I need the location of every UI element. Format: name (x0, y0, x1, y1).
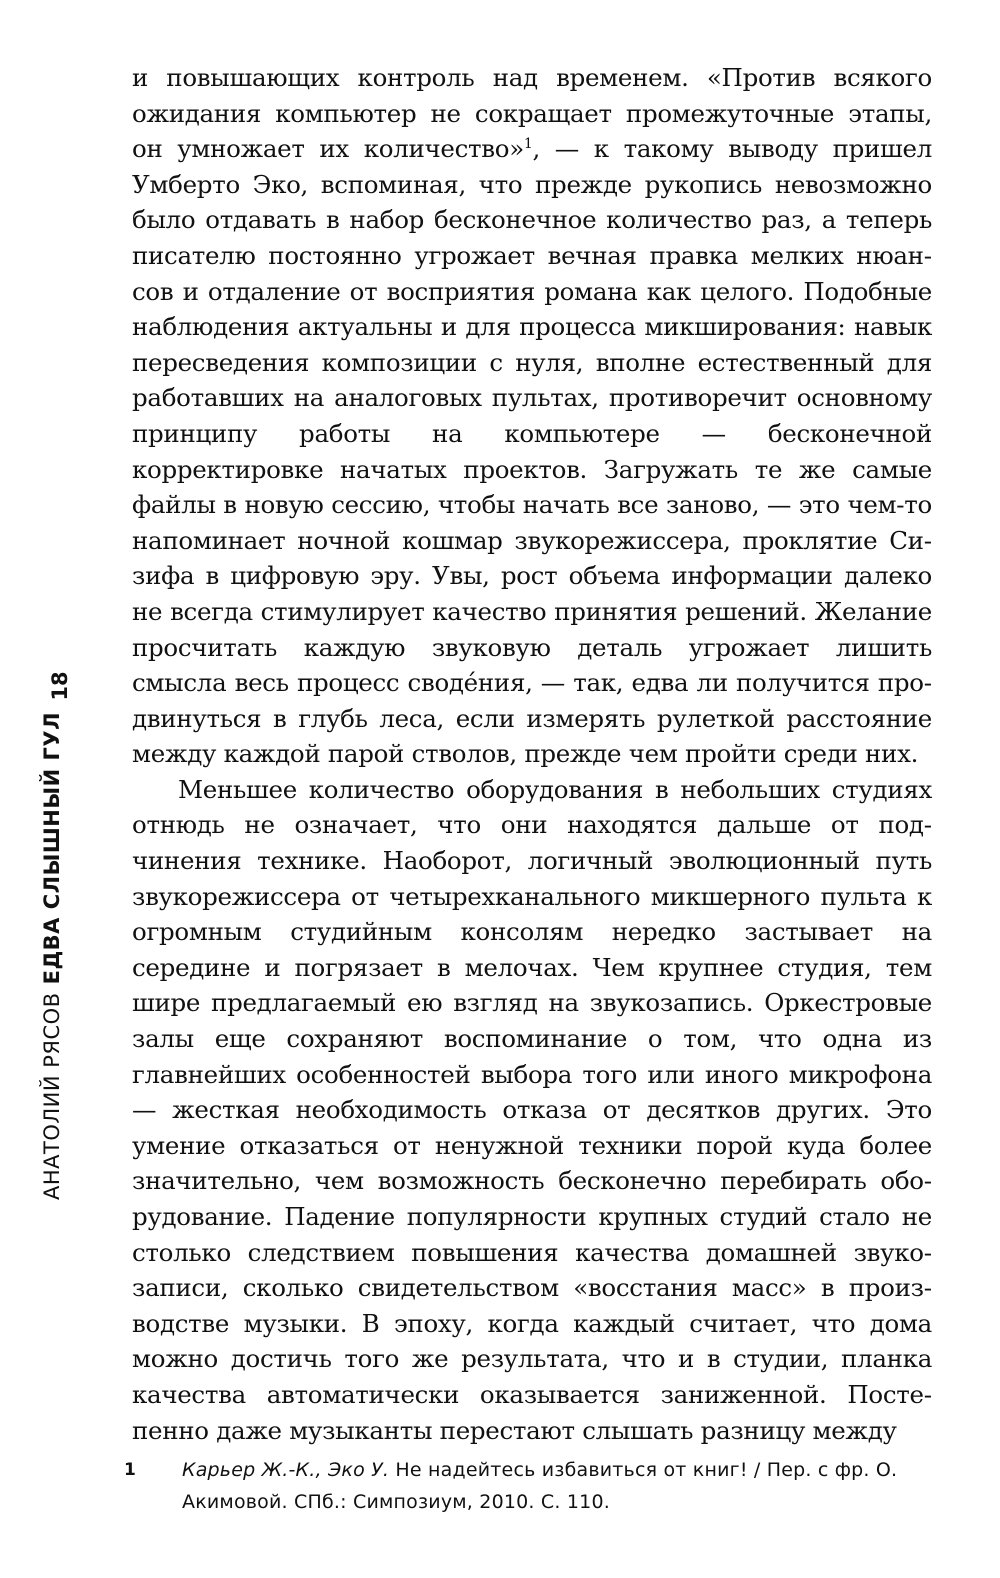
paragraph-1-rest: , — к такому выводу пришел Умберто Эко, вспоминая, что прежде рукопись невозможно было отдавать в набор бесконечное количество раз, а теперь писателю постоянно угрожает вечная правка мелких нюансов и отдаление от восприятия романа как целого. Подобные наблюдения актуальны и для процесса микширования: навык пересведения композиции с нуля, вполне естественный для работавших на аналоговых пультах, противоречит основному принципу работы на компьютере — бесконечной корректировке начатых проектов. Загружать те же самые файлы в новую сессию, чтобы начать все заново, — это чем-то напоминает ночной кошмар звукорежиссера, проклятие Сизифа в цифровую эру. Увы, рост объема информации далеко не всегда стимулирует качество принятия решений. Желание просчитать каждую звуковую деталь угрожает лишить смысла весь процесс своде́ния, — так, едва ли получится продвинуться в глубь леса, если измерять рулеткой расстояние между каждой парой стволов, прежде чем пройти среди них. (132, 134, 932, 769)
footnote-mark: 1 (124, 1460, 137, 1480)
running-head-title: ЕДВА СЛЫШНЫЙ ГУЛ (40, 711, 64, 985)
footnote-body (132, 1454, 932, 1518)
footnote-author: Карьер Ж.-К., Эко У. (182, 1459, 390, 1481)
page-number: 18 (48, 671, 72, 701)
footnote (124, 1454, 932, 1518)
footnote-text: Не надейтесь избавиться от книг! / Пер. с фр. О. Акимовой. СПб.: Симпозиум, 2010. С. 110. (182, 1459, 898, 1513)
paragraph-1-start: и повышающих контроль над временем. «Против всякого ожидания компьютер не сокращает промежуточные этапы, он умножает их количество» (132, 63, 932, 164)
paragraph-1 (132, 60, 932, 772)
running-head (32, 680, 72, 1200)
running-head-author: АНАТОЛИЙ РЯСОВ (40, 992, 64, 1200)
main-text (132, 60, 932, 1448)
footnote-reference: 1 (523, 136, 533, 153)
paragraph-2: Меньшее количество оборудования в небольших студиях отнюдь не означает, что они находятся дальше от подчинения технике. Наоборот, логичный эволюционный путь звукорежиссера от четырехканального микшерного пульта к огромным студийным консолям нередко застывает на середине и погрязает в мелочах. Чем крупнее студия, тем шире предлагаемый ею взгляд на звукозапись. Оркестровые залы еще сохраняют воспоминание о том, что одна из главнейших особенностей выбора того или иного микрофона — жесткая необходимость отказа от десятков других. Это умение отказаться от ненужной техники порой куда более значительно, чем возможность бесконечно перебирать оборудование. Падение популярности крупных студий стало не столько следствием повышения качества домашней звукозаписи, сколько свидетельством «восстания масс» в производстве музыки. В эпоху, когда каждый считает, что дома можно достичь того же результата, что и в студии, планка качества автоматически оказывается заниженной. Постепенно даже музыканты перестают слышать разницу между (132, 774, 932, 1445)
